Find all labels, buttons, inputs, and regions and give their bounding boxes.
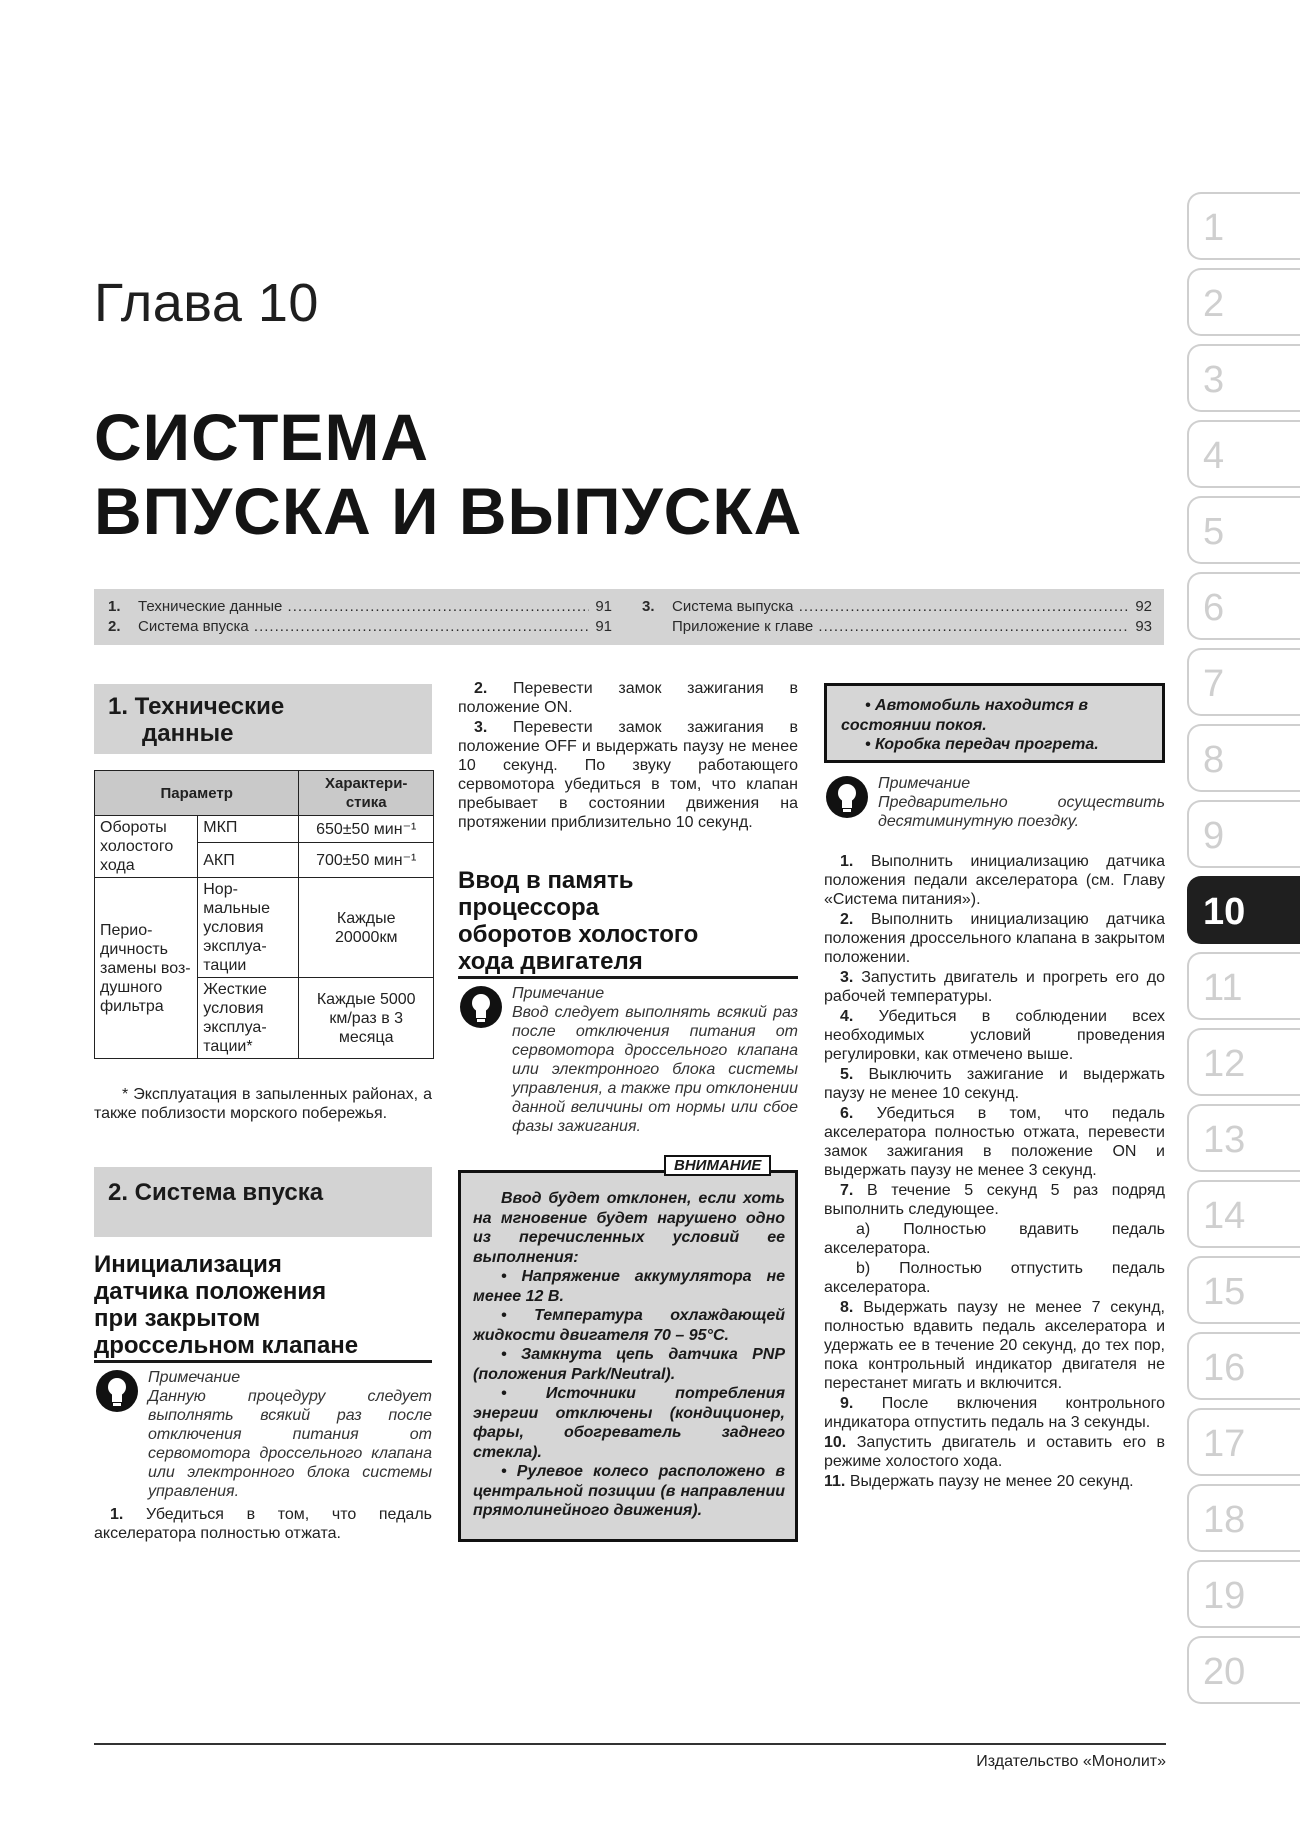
publisher-footer: Издательство «Монолит» [976,1753,1166,1770]
toc-item-number [642,617,672,636]
note-text: Предварительно осуществить десятиминутную поездку. [878,794,1165,830]
section-1-title-line1: 1. Технические [108,693,285,720]
step-text: Убедиться в соблюдении всех необходимых условий проведения регулировки, как отмечено выше. [824,1008,1165,1063]
step-text: В течение 5 секунд 5 раз подряд выполнить следующее. [824,1182,1166,1218]
step-subitem [824,1220,1165,1258]
chapter-title-line1: СИСТЕМА [94,400,430,474]
subheading-line: процессора [458,894,599,921]
chapter-tab-8[interactable]: 8 [1187,724,1300,792]
table-cell-normal: Нор-мальные условия эксплуа-тации [198,878,299,978]
step-text: Выдержать паузу не менее 7 секунд, полностью вдавить педаль акселератора и удержать ее в течение 20 секунд, до тех пор, пока контрольный индикатор двигателя не перестанет мигать и включится. [824,1299,1165,1392]
warning-item: • Замкнута цепь датчика PNP (положения Park/Neutral). [473,1346,785,1383]
subheading-rule [94,1360,432,1363]
column-2-steps [458,679,798,833]
subheading-line: оборотов холостого [458,921,699,948]
chapter-tab-3[interactable]: 3 [1187,344,1300,412]
chapter-tab-11[interactable]: 11 [1187,952,1300,1020]
lightbulb-icon [824,774,870,820]
chapter-tab-1[interactable]: 1 [1187,192,1300,260]
specifications-table [94,770,434,1059]
chapter-tab-6[interactable]: 6 [1187,572,1300,640]
chapter-tab-19[interactable]: 19 [1187,1560,1300,1628]
step-item [824,1104,1165,1180]
step-text: a) Полностью вдавить педаль акселератора. [824,1221,1165,1257]
note-content [504,984,798,1136]
table-footnote: * Эксплуатация в запыленных районах, а также поблизости морского побережья. [94,1086,432,1122]
note-title: Примечание [878,775,971,792]
warning-item: • Напряжение аккумулятора не менее 12 В. [473,1268,785,1305]
section-2-subheading [94,1251,432,1359]
step-item [94,1505,432,1543]
step-number: 8. [840,1299,854,1316]
chapter-tab-16[interactable]: 16 [1187,1332,1300,1400]
section-1-header [94,684,432,754]
step-number: 11. [824,1473,846,1490]
warning-box [458,1170,798,1542]
chapter-tab-9[interactable]: 9 [1187,800,1300,868]
step-number: 3. [840,969,854,986]
subheading-line: Инициализация [94,1251,282,1278]
chapter-title-line2: ВПУСКА И ВЫПУСКА [94,474,803,548]
warning-item: • Источники потребления энергии отключены (кондиционер, фары, обогреватель заднего стекла). [473,1385,785,1461]
toc-item-page: 93 [1135,618,1152,635]
step-number: 9. [840,1395,854,1412]
step-number: 3. [474,719,488,736]
chapter-tab-7[interactable]: 7 [1187,648,1300,716]
table-cell-filter: Перио-дичность замены воз-душного фильтра [95,878,198,1059]
conditions-box [824,683,1165,763]
step-number: 2. [840,911,854,928]
chapter-title [94,400,802,548]
note-text: Ввод следует выполнять всякий раз после отключения питания от сервомотора дроссельного клапана или электронного блока системы управления, а также при отклонении данной величины от нормы или сбое фазы зажигания. [512,1004,798,1135]
lightbulb-icon [94,1368,140,1414]
warning-item: • Температура охлаждающей жидкости двигателя 70 – 95°С. [473,1307,785,1344]
step-text: Перевести замок зажигания в положение ON. [458,680,799,716]
step-text: Перевести замок зажигания в положение OFF и выдержать паузу не менее 10 секунд. По звуку работающего сервомотора убедиться в том, что клапан пребывает в состоянии движения на протяжении приблизительно 10 секунд. [458,719,799,831]
warning-intro: Ввод будет отклонен, если хоть на мгновение будет нарушено одно из перечисленных условий ее выполнения: [473,1190,785,1266]
step-number: 6. [840,1105,854,1122]
chapter-tab-17[interactable]: 17 [1187,1408,1300,1476]
step-number: 5. [840,1066,854,1083]
toc-item[interactable] [642,617,1152,636]
column-2-subheading [458,867,798,975]
section-1-title-line2: данные [142,720,234,747]
section-2-title: 2. Система впуска [108,1179,324,1206]
table-header-value-line2: стика [345,794,387,811]
subheading-line: Ввод в память [458,867,634,894]
step-number: 4. [840,1008,854,1025]
toc-item-page: 91 [595,598,612,615]
step-item [824,968,1165,1006]
note-content [140,1368,432,1501]
subheading-line: датчика положения [94,1278,327,1305]
chapter-tab-2[interactable]: 2 [1187,268,1300,336]
step-subitem [824,1259,1165,1297]
step-item [824,1433,1165,1471]
chapter-tab-5[interactable]: 5 [1187,496,1300,564]
step-number: 2. [474,680,488,697]
lightbulb-icon [458,984,504,1030]
step-item [824,1007,1165,1064]
step-item [824,1472,1165,1491]
subheading-rule [458,976,798,979]
step-item [824,1181,1165,1219]
step-text: Выполнить инициализацию датчика положения педали акселератора (см. Главу «Система питания»). [824,853,1165,908]
toc-item-number: 1. [108,598,121,615]
step-item [824,1394,1165,1432]
note-title: Примечание [148,1369,241,1386]
toc-item-number: 3. [642,598,655,615]
step-text: Убедиться в том, что педаль акселератора полностью отжата, перевести замок зажигания в положение ON и выдержать паузу не менее 3 секунд. [824,1105,1165,1179]
table-of-contents [94,589,1164,645]
chapter-tab-4[interactable]: 4 [1187,420,1300,488]
toc-item-title: Система выпуска ..... [672,597,1129,616]
table-cell-hard: Жесткие условия эксплуа-тации* [198,978,299,1059]
step-item [824,1298,1165,1393]
step-text: Запустить двигатель и оставить его в режиме холостого хода. [824,1434,1165,1470]
step-number: 1. [110,1506,124,1523]
step-number: 7. [840,1182,854,1199]
subheading-line: хода двигателя [458,948,643,975]
chapter-tab-10[interactable]: 10 [1187,876,1300,944]
toc-item-title: Система впуска ..... [138,617,589,636]
step-text: Выключить зажигание и выдержать паузу не менее 10 секунд. [824,1066,1165,1102]
condition-item: • Коробка передач прогрета. [865,736,1099,753]
column-3-steps [824,852,1165,1492]
subheading-line: при закрытом [94,1305,261,1332]
step-text: Выдержать паузу не менее 20 секунд. [849,1473,1134,1490]
table-header-value [299,771,434,816]
toc-item-page: 91 [595,618,612,635]
table-cell-idle: Обороты холостого хода [95,816,198,878]
step-number: 1. [840,853,854,870]
note-content [870,774,1165,831]
chapter-tab-12[interactable]: 12 [1187,1028,1300,1096]
step-text: После включения контрольного индикатора отпустить педаль на 3 секунды. [824,1395,1165,1431]
note-block [824,774,1165,831]
note-title: Примечание [512,985,605,1002]
toc-item-title: Технические данные ..... [138,597,589,616]
table-header-param: Параметр [95,771,299,816]
chapter-tab-15[interactable]: 15 [1187,1256,1300,1324]
toc-item-page: 92 [1135,598,1152,615]
warning-label: ВНИМАНИЕ [664,1155,771,1176]
table-cell-mkp-value: 650±50 мин⁻¹ [299,816,434,843]
chapter-tab-13[interactable]: 13 [1187,1104,1300,1172]
step-item [824,852,1165,909]
table-header-value-line1: Характери- [324,775,408,792]
chapter-tab-18[interactable]: 18 [1187,1484,1300,1552]
table-cell-akp-value: 700±50 мин⁻¹ [299,843,434,878]
subheading-line: дроссельном клапане [94,1332,359,1359]
chapter-tab-14[interactable]: 14 [1187,1180,1300,1248]
footer-rule [94,1743,1166,1745]
step-text: b) Полностью отпустить педаль акселератора. [824,1260,1165,1296]
table-cell-normal-value: Каждые 20000км [299,878,434,978]
note-block [458,984,798,1136]
toc-item-title: Приложение к главе ..... [672,617,1129,636]
toc-item[interactable] [108,597,612,616]
chapter-label: Глава 10 [94,273,319,333]
table-cell-mkp: МКП [198,816,299,843]
warning-item: • Рулевое колесо расположено в центральной позиции (в направлении прямолинейного движения). [473,1463,785,1519]
note-block [94,1368,432,1501]
toc-item[interactable] [108,617,612,636]
table-cell-akp: АКП [198,843,299,878]
section-2-header [94,1167,432,1237]
condition-item: • Автомобиль находится в состоянии покоя. [841,697,1088,734]
step-number: 10. [824,1434,847,1451]
step-item [824,910,1165,967]
step-text: Запустить двигатель и прогреть его до рабочей температуры. [824,969,1166,1005]
toc-item-number: 2. [108,618,121,635]
chapter-tab-20[interactable]: 20 [1187,1636,1300,1704]
toc-item[interactable] [642,597,1152,616]
step-text: Выполнить инициализацию датчика положения дроссельного клапана в закрытом положении. [824,911,1165,966]
step-item [458,718,798,832]
step-text: Убедиться в том, что педаль акселератора полностью отжата. [94,1506,433,1542]
step-item [824,1065,1165,1103]
table-cell-hard-value: Каждые 5000 км/раз в 3 месяца [299,978,434,1059]
note-text: Данную процедуру следует выполнять всякий раз после отключения питания от сервомотора дроссельного клапана или электронного блока системы управления. [148,1388,432,1500]
step-item [458,679,798,717]
